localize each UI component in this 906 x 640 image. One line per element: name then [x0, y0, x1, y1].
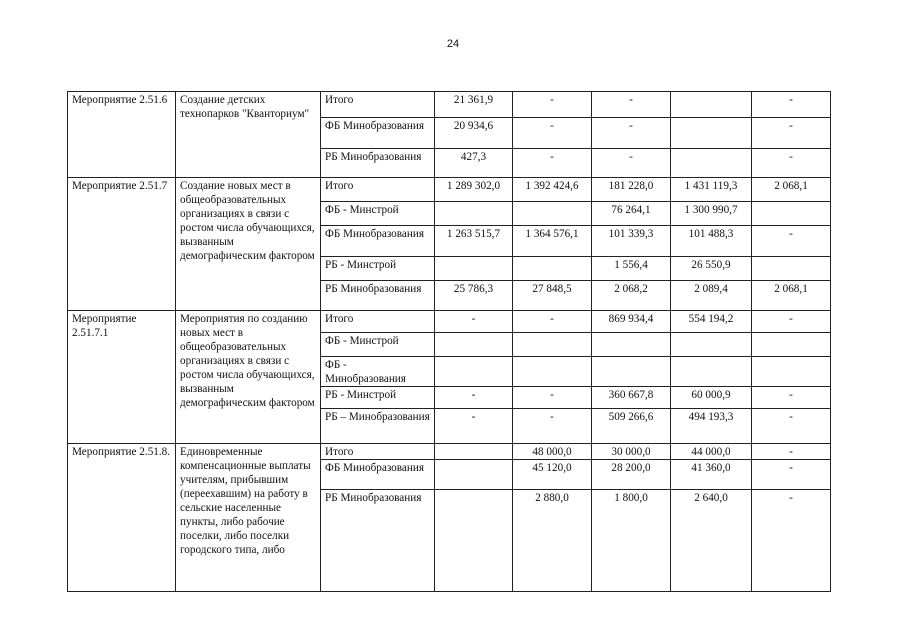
budget-table	[67, 91, 831, 592]
amount-cell: 2 880,0	[513, 490, 592, 592]
amount-cell: -	[752, 444, 831, 460]
amount-cell	[671, 118, 752, 149]
amount-cell: 494 193,3	[671, 409, 752, 444]
amount-cell: 2 089,4	[671, 281, 752, 311]
table-row	[68, 311, 831, 333]
amount-cell	[752, 257, 831, 281]
funding-source-cell: РБ - Минстрой	[321, 387, 435, 409]
amount-cell	[435, 202, 513, 226]
amount-cell: 101 488,3	[671, 226, 752, 257]
amount-cell	[435, 333, 513, 357]
amount-cell: 2 068,1	[752, 178, 831, 202]
amount-cell: 1 800,0	[592, 490, 671, 592]
amount-cell: -	[752, 311, 831, 333]
page-number: 24	[446, 38, 460, 50]
amount-cell: 554 194,2	[671, 311, 752, 333]
funding-source-cell: Итого	[321, 178, 435, 202]
amount-cell: 360 667,8	[592, 387, 671, 409]
activity-name-cell: Создание новых мест в общеобразовательных организациях в связи с ростом числа обучающихся, вызванным демографическим фактором	[176, 178, 321, 311]
funding-source-cell: ФБ - Минстрой	[321, 333, 435, 357]
amount-cell: 26 550,9	[671, 257, 752, 281]
amount-cell: -	[513, 311, 592, 333]
amount-cell: -	[513, 409, 592, 444]
amount-cell: 25 786,3	[435, 281, 513, 311]
amount-cell: -	[752, 490, 831, 592]
amount-cell: 2 068,1	[752, 281, 831, 311]
amount-cell: 41 360,0	[671, 460, 752, 490]
funding-source-cell: Итого	[321, 311, 435, 333]
funding-source-cell: ФБ Минобразования	[321, 460, 435, 490]
amount-cell: -	[752, 92, 831, 118]
amount-cell: 60 000,9	[671, 387, 752, 409]
activity-code-cell: Мероприятие 2.51.8.	[68, 444, 176, 592]
amount-cell: -	[752, 409, 831, 444]
amount-cell	[752, 333, 831, 357]
amount-cell: 1 392 424,6	[513, 178, 592, 202]
amount-cell: 1 556,4	[592, 257, 671, 281]
funding-source-cell: РБ Минобразования	[321, 490, 435, 592]
amount-cell: -	[752, 387, 831, 409]
amount-cell	[435, 490, 513, 592]
funding-source-cell: Итого	[321, 444, 435, 460]
amount-cell: 2 640,0	[671, 490, 752, 592]
amount-cell	[752, 357, 831, 387]
amount-cell: -	[592, 149, 671, 178]
table-body	[68, 92, 831, 592]
amount-cell	[671, 357, 752, 387]
amount-cell: -	[435, 387, 513, 409]
amount-cell	[592, 357, 671, 387]
amount-cell	[513, 202, 592, 226]
funding-source-cell: РБ – Минобразования	[321, 409, 435, 444]
amount-cell: 27 848,5	[513, 281, 592, 311]
amount-cell: 21 361,9	[435, 92, 513, 118]
amount-cell	[435, 444, 513, 460]
funding-source-cell: ФБ Минобразования	[321, 118, 435, 149]
amount-cell: -	[435, 409, 513, 444]
amount-cell: -	[435, 311, 513, 333]
activity-name-cell: Создание детских технопарков "Кванториум"	[176, 92, 321, 178]
amount-cell: -	[592, 92, 671, 118]
amount-cell: 101 339,3	[592, 226, 671, 257]
amount-cell: 1 300 990,7	[671, 202, 752, 226]
amount-cell: -	[752, 460, 831, 490]
amount-cell	[671, 149, 752, 178]
funding-source-cell: ФБ - Минстрой	[321, 202, 435, 226]
amount-cell: -	[752, 226, 831, 257]
amount-cell: -	[513, 149, 592, 178]
amount-cell: 44 000,0	[671, 444, 752, 460]
funding-source-cell: ФБ Минобразования	[321, 226, 435, 257]
table-row	[68, 92, 831, 118]
amount-cell: -	[592, 118, 671, 149]
amount-cell	[435, 460, 513, 490]
amount-cell	[435, 257, 513, 281]
amount-cell: -	[752, 118, 831, 149]
amount-cell: 1 364 576,1	[513, 226, 592, 257]
amount-cell	[513, 357, 592, 387]
activity-code-cell: Мероприятие 2.51.6	[68, 92, 176, 178]
amount-cell: 45 120,0	[513, 460, 592, 490]
amount-cell: -	[513, 387, 592, 409]
amount-cell: 1 263 515,7	[435, 226, 513, 257]
funding-source-cell: РБ Минобразования	[321, 149, 435, 178]
funding-source-cell: РБ Минобразования	[321, 281, 435, 311]
amount-cell: -	[513, 118, 592, 149]
amount-cell	[435, 357, 513, 387]
activity-code-cell: Мероприятие 2.51.7.1	[68, 311, 176, 444]
amount-cell: 1 289 302,0	[435, 178, 513, 202]
amount-cell: 1 431 119,3	[671, 178, 752, 202]
funding-source-cell: Итого	[321, 92, 435, 118]
amount-cell: -	[752, 149, 831, 178]
amount-cell: 181 228,0	[592, 178, 671, 202]
amount-cell	[752, 202, 831, 226]
funding-source-cell: РБ - Минстрой	[321, 257, 435, 281]
amount-cell: 30 000,0	[592, 444, 671, 460]
amount-cell: -	[513, 92, 592, 118]
amount-cell	[671, 333, 752, 357]
activity-code-cell: Мероприятие 2.51.7	[68, 178, 176, 311]
activity-name-cell: Мероприятия по созданию новых мест в общеобразовательных организациях в связи с ростом числа обучающихся, вызванным демографическим фактором	[176, 311, 321, 444]
amount-cell: 427,3	[435, 149, 513, 178]
amount-cell	[671, 92, 752, 118]
amount-cell: 869 934,4	[592, 311, 671, 333]
table-row	[68, 444, 831, 460]
activity-name-cell: Единовременные компенсационные выплаты учителям, прибывшим (переехавшим) на работу в сельские населенные пункты, либо рабочие поселки, либо поселки городского типа, либо	[176, 444, 321, 592]
amount-cell	[513, 257, 592, 281]
amount-cell	[513, 333, 592, 357]
amount-cell: 48 000,0	[513, 444, 592, 460]
amount-cell	[592, 333, 671, 357]
amount-cell: 20 934,6	[435, 118, 513, 149]
amount-cell: 76 264,1	[592, 202, 671, 226]
funding-source-cell: ФБ - Минобразования	[321, 357, 435, 387]
table-row	[68, 178, 831, 202]
amount-cell: 28 200,0	[592, 460, 671, 490]
amount-cell: 2 068,2	[592, 281, 671, 311]
amount-cell: 509 266,6	[592, 409, 671, 444]
